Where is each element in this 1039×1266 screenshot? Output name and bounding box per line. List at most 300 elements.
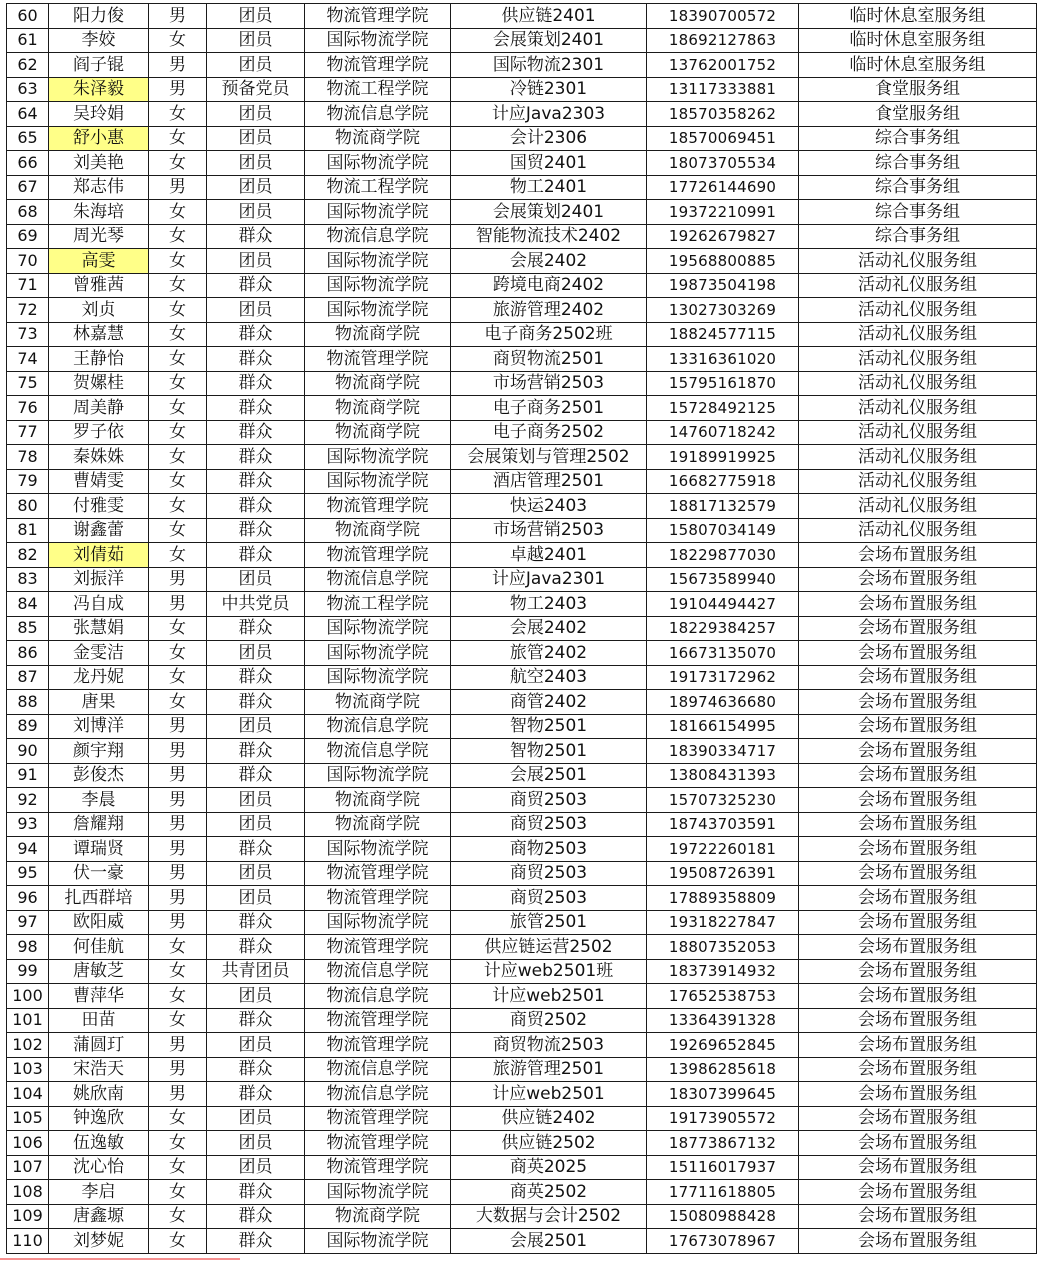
phone-cell: 18229877030 [647,543,799,568]
name-cell: 阎子锟 [49,53,149,78]
college-cell: 物流商学院 [305,812,451,837]
service-group-cell: 活动礼仪服务组 [799,518,1037,543]
gender-cell: 男 [149,837,207,862]
political-status-cell: 群众 [207,371,305,396]
class-cell: 酒店管理2501 [451,469,647,494]
service-group-cell: 综合事务组 [799,126,1037,151]
gender-cell: 男 [149,1082,207,1107]
gender-cell: 男 [149,592,207,617]
name-cell: 何佳航 [49,935,149,960]
class-cell: 市场营销2503 [451,371,647,396]
political-status-cell: 群众 [207,763,305,788]
phone-cell: 19372210991 [647,200,799,225]
gender-cell: 男 [149,739,207,764]
service-group-cell: 会场布置服务组 [799,543,1037,568]
gender-cell: 男 [149,1033,207,1058]
college-cell: 国际物流学院 [305,763,451,788]
gender-cell: 女 [149,690,207,715]
service-group-cell: 会场布置服务组 [799,567,1037,592]
phone-cell: 13762001752 [647,53,799,78]
table-row [7,469,1037,494]
gender-cell: 女 [149,28,207,53]
political-status-cell: 团员 [207,200,305,225]
name-cell: 李晨 [49,788,149,813]
table-row [7,53,1037,78]
college-cell: 物流商学院 [305,1204,451,1229]
row-number-cell: 83 [7,567,49,592]
row-number-cell: 73 [7,322,49,347]
class-cell: 供应链运营2502 [451,935,647,960]
service-group-cell: 综合事务组 [799,224,1037,249]
row-number-cell: 64 [7,102,49,127]
political-status-cell: 群众 [207,665,305,690]
service-group-cell: 活动礼仪服务组 [799,298,1037,323]
name-cell: 秦姝姝 [49,445,149,470]
political-status-cell: 团员 [207,126,305,151]
college-cell: 国际物流学院 [305,28,451,53]
phone-cell: 17889358809 [647,886,799,911]
class-cell: 计应web2501 [451,1082,647,1107]
political-status-cell: 群众 [207,1180,305,1205]
phone-cell: 13364391328 [647,1008,799,1033]
service-group-cell: 综合事务组 [799,151,1037,176]
college-cell: 国际物流学院 [305,1180,451,1205]
gender-cell: 女 [149,543,207,568]
service-group-cell: 活动礼仪服务组 [799,420,1037,445]
class-cell: 计应web2501班 [451,959,647,984]
college-cell: 物流管理学院 [305,886,451,911]
table-row [7,592,1037,617]
phone-cell: 18974636680 [647,690,799,715]
gender-cell: 男 [149,53,207,78]
college-cell: 国际物流学院 [305,910,451,935]
service-group-cell: 会场布置服务组 [799,763,1037,788]
political-status-cell: 群众 [207,1229,305,1254]
gender-cell: 男 [149,910,207,935]
service-group-cell: 会场布置服务组 [799,1155,1037,1180]
table-row [7,959,1037,984]
political-status-cell: 团员 [207,1155,305,1180]
gender-cell: 女 [149,347,207,372]
row-number-cell: 62 [7,53,49,78]
college-cell: 物流管理学院 [305,1131,451,1156]
political-status-cell: 团员 [207,1131,305,1156]
gender-cell: 女 [149,249,207,274]
row-number-cell: 70 [7,249,49,274]
gender-cell: 女 [149,1155,207,1180]
class-cell: 大数据与会计2502 [451,1204,647,1229]
phone-cell: 17711618805 [647,1180,799,1205]
class-cell: 电子商务2502 [451,420,647,445]
phone-cell: 19189919925 [647,445,799,470]
service-group-cell: 食堂服务组 [799,102,1037,127]
phone-cell: 13316361020 [647,347,799,372]
political-status-cell: 团员 [207,886,305,911]
phone-cell: 18229384257 [647,616,799,641]
class-cell: 商贸2503 [451,861,647,886]
class-cell: 会计2306 [451,126,647,151]
phone-cell: 19104494427 [647,592,799,617]
class-cell: 商物2503 [451,837,647,862]
gender-cell: 女 [149,102,207,127]
political-status-cell: 团员 [207,1033,305,1058]
table-row [7,984,1037,1009]
college-cell: 物流管理学院 [305,1033,451,1058]
service-group-cell: 食堂服务组 [799,77,1037,102]
political-status-cell: 团员 [207,984,305,1009]
service-group-cell: 会场布置服务组 [799,812,1037,837]
class-cell: 商贸2503 [451,886,647,911]
phone-cell: 15807034149 [647,518,799,543]
phone-cell: 18824577115 [647,322,799,347]
class-cell: 商英2502 [451,1180,647,1205]
class-cell: 会展策划2401 [451,28,647,53]
gender-cell: 男 [149,788,207,813]
political-status-cell: 团员 [207,28,305,53]
service-group-cell: 活动礼仪服务组 [799,469,1037,494]
class-cell: 旅管2402 [451,641,647,666]
name-cell: 唐敏芝 [49,959,149,984]
name-cell: 王静怡 [49,347,149,372]
row-number-cell: 96 [7,886,49,911]
name-cell: 龙丹妮 [49,665,149,690]
service-group-cell: 活动礼仪服务组 [799,273,1037,298]
class-cell: 计应web2501 [451,984,647,1009]
name-cell: 唐果 [49,690,149,715]
college-cell: 物流商学院 [305,690,451,715]
service-group-cell: 活动礼仪服务组 [799,371,1037,396]
class-cell: 旅游管理2501 [451,1057,647,1082]
name-cell: 朱海培 [49,200,149,225]
name-cell: 张慧娟 [49,616,149,641]
table-row [7,200,1037,225]
college-cell: 物流商学院 [305,396,451,421]
service-group-cell: 会场布置服务组 [799,935,1037,960]
row-number-cell: 101 [7,1008,49,1033]
political-status-cell: 群众 [207,445,305,470]
phone-cell: 13986285618 [647,1057,799,1082]
gender-cell: 女 [149,518,207,543]
name-cell: 郑志伟 [49,175,149,200]
class-cell: 计应Java2303 [451,102,647,127]
political-status-cell: 群众 [207,396,305,421]
gender-cell: 女 [149,151,207,176]
row-number-cell: 60 [7,4,49,29]
row-number-cell: 74 [7,347,49,372]
table-row [7,616,1037,641]
class-cell: 供应链2401 [451,4,647,29]
college-cell: 物流管理学院 [305,1106,451,1131]
table-row [7,322,1037,347]
political-status-cell: 群众 [207,616,305,641]
gender-cell: 女 [149,1204,207,1229]
college-cell: 国际物流学院 [305,273,451,298]
political-status-cell: 群众 [207,1082,305,1107]
phone-cell: 18166154995 [647,714,799,739]
political-status-cell: 团员 [207,175,305,200]
table-row [7,1204,1037,1229]
gender-cell: 女 [149,200,207,225]
political-status-cell: 团员 [207,1106,305,1131]
college-cell: 国际物流学院 [305,200,451,225]
service-group-cell: 临时休息室服务组 [799,53,1037,78]
gender-cell: 女 [149,298,207,323]
class-cell: 冷链2301 [451,77,647,102]
service-group-cell: 会场布置服务组 [799,1082,1037,1107]
service-group-cell: 会场布置服务组 [799,1057,1037,1082]
political-status-cell: 群众 [207,910,305,935]
gender-cell: 男 [149,77,207,102]
class-cell: 商贸2503 [451,812,647,837]
phone-cell: 18807352053 [647,935,799,960]
political-status-cell: 群众 [207,347,305,372]
class-cell: 电子商务2501 [451,396,647,421]
table-row [7,837,1037,862]
class-cell: 旅管2501 [451,910,647,935]
phone-cell: 15795161870 [647,371,799,396]
row-number-cell: 79 [7,469,49,494]
name-cell: 李启 [49,1180,149,1205]
table-row [7,420,1037,445]
political-status-cell: 团员 [207,812,305,837]
row-number-cell: 91 [7,763,49,788]
row-number-cell: 86 [7,641,49,666]
class-cell: 商贸物流2503 [451,1033,647,1058]
gender-cell: 男 [149,763,207,788]
gender-cell: 女 [149,396,207,421]
class-cell: 物工2403 [451,592,647,617]
political-status-cell: 群众 [207,1057,305,1082]
phone-cell: 18743703591 [647,812,799,837]
college-cell: 物流管理学院 [305,494,451,519]
political-status-cell: 群众 [207,690,305,715]
table-row [7,812,1037,837]
service-group-cell: 综合事务组 [799,175,1037,200]
phone-cell: 13117333881 [647,77,799,102]
gender-cell: 女 [149,371,207,396]
name-cell: 朱泽毅 [49,77,149,102]
class-cell: 商贸2503 [451,788,647,813]
college-cell: 国际物流学院 [305,298,451,323]
row-number-cell: 69 [7,224,49,249]
phone-cell: 18570069451 [647,126,799,151]
political-status-cell: 预备党员 [207,77,305,102]
college-cell: 国际物流学院 [305,616,451,641]
gender-cell: 女 [149,665,207,690]
name-cell: 唐鑫塬 [49,1204,149,1229]
political-status-cell: 群众 [207,322,305,347]
row-number-cell: 93 [7,812,49,837]
political-status-cell: 共青团员 [207,959,305,984]
college-cell: 物流信息学院 [305,714,451,739]
political-status-cell: 群众 [207,1008,305,1033]
class-cell: 电子商务2502班 [451,322,647,347]
service-group-cell: 会场布置服务组 [799,1106,1037,1131]
college-cell: 物流管理学院 [305,4,451,29]
college-cell: 国际物流学院 [305,837,451,862]
college-cell: 物流商学院 [305,322,451,347]
name-cell: 刘振洋 [49,567,149,592]
table-row [7,1131,1037,1156]
name-cell: 阳力俊 [49,4,149,29]
college-cell: 物流商学院 [305,371,451,396]
name-cell: 颜宇翔 [49,739,149,764]
name-cell: 高雯 [49,249,149,274]
college-cell: 国际物流学院 [305,665,451,690]
service-group-cell: 会场布置服务组 [799,959,1037,984]
table-row [7,543,1037,568]
table-row [7,1008,1037,1033]
class-cell: 智物2501 [451,714,647,739]
row-number-cell: 71 [7,273,49,298]
college-cell: 物流信息学院 [305,224,451,249]
class-cell: 会展2501 [451,1229,647,1254]
phone-cell: 17726144690 [647,175,799,200]
college-cell: 物流工程学院 [305,175,451,200]
phone-cell: 18307399645 [647,1082,799,1107]
service-group-cell: 会场布置服务组 [799,788,1037,813]
row-number-cell: 61 [7,28,49,53]
phone-cell: 19508726391 [647,861,799,886]
college-cell: 物流工程学院 [305,592,451,617]
class-cell: 物工2401 [451,175,647,200]
name-cell: 金雯洁 [49,641,149,666]
college-cell: 物流管理学院 [305,347,451,372]
table-row [7,763,1037,788]
service-group-cell: 会场布置服务组 [799,910,1037,935]
service-group-cell: 会场布置服务组 [799,984,1037,1009]
row-number-cell: 76 [7,396,49,421]
phone-cell: 16682775918 [647,469,799,494]
class-cell: 航空2403 [451,665,647,690]
service-group-cell: 会场布置服务组 [799,1229,1037,1254]
table-row [7,1155,1037,1180]
name-cell: 周美静 [49,396,149,421]
row-number-cell: 85 [7,616,49,641]
gender-cell: 男 [149,886,207,911]
gender-cell: 女 [149,935,207,960]
row-number-cell: 110 [7,1229,49,1254]
table-row [7,714,1037,739]
name-cell: 林嘉慧 [49,322,149,347]
table-row [7,518,1037,543]
service-group-cell: 临时休息室服务组 [799,4,1037,29]
table-row [7,249,1037,274]
row-number-cell: 95 [7,861,49,886]
political-status-cell: 群众 [207,273,305,298]
row-number-cell: 89 [7,714,49,739]
political-status-cell: 群众 [207,1204,305,1229]
name-cell: 吴玲娟 [49,102,149,127]
name-cell: 刘美艳 [49,151,149,176]
class-cell: 会展2402 [451,249,647,274]
college-cell: 国际物流学院 [305,641,451,666]
class-cell: 跨境电商2402 [451,273,647,298]
phone-cell: 18817132579 [647,494,799,519]
class-cell: 会展策划2401 [451,200,647,225]
table-row [7,28,1037,53]
table-row [7,396,1037,421]
gender-cell: 女 [149,984,207,1009]
gender-cell: 女 [149,126,207,151]
phone-cell: 18390700572 [647,4,799,29]
row-number-cell: 92 [7,788,49,813]
college-cell: 物流商学院 [305,788,451,813]
table-row [7,347,1037,372]
phone-cell: 18692127863 [647,28,799,53]
service-group-cell: 会场布置服务组 [799,690,1037,715]
college-cell: 物流管理学院 [305,861,451,886]
class-cell: 国贸2401 [451,151,647,176]
table-row [7,126,1037,151]
service-group-cell: 会场布置服务组 [799,1180,1037,1205]
row-number-cell: 77 [7,420,49,445]
college-cell: 物流管理学院 [305,935,451,960]
name-cell: 李姣 [49,28,149,53]
phone-cell: 18073705534 [647,151,799,176]
row-number-cell: 63 [7,77,49,102]
row-number-cell: 108 [7,1180,49,1205]
class-cell: 卓越2401 [451,543,647,568]
table-row [7,445,1037,470]
political-status-cell: 团员 [207,861,305,886]
gender-cell: 男 [149,567,207,592]
name-cell: 罗子依 [49,420,149,445]
class-cell: 供应链2502 [451,1131,647,1156]
table-row [7,935,1037,960]
table-row [7,861,1037,886]
service-group-cell: 活动礼仪服务组 [799,249,1037,274]
political-status-cell: 团员 [207,788,305,813]
row-number-cell: 81 [7,518,49,543]
phone-cell: 19568800885 [647,249,799,274]
row-number-cell: 107 [7,1155,49,1180]
class-cell: 供应链2402 [451,1106,647,1131]
table-row [7,641,1037,666]
service-group-cell: 会场布置服务组 [799,714,1037,739]
service-group-cell: 综合事务组 [799,200,1037,225]
gender-cell: 女 [149,1229,207,1254]
row-number-cell: 66 [7,151,49,176]
name-cell: 周光琴 [49,224,149,249]
row-number-cell: 68 [7,200,49,225]
political-status-cell: 团员 [207,641,305,666]
gender-cell: 男 [149,861,207,886]
table-row [7,102,1037,127]
service-group-cell: 会场布置服务组 [799,592,1037,617]
row-number-cell: 80 [7,494,49,519]
row-number-cell: 72 [7,298,49,323]
name-cell: 谢鑫蕾 [49,518,149,543]
college-cell: 物流工程学院 [305,77,451,102]
name-cell: 刘倩茹 [49,543,149,568]
class-cell: 计应Java2301 [451,567,647,592]
political-status-cell: 团员 [207,102,305,127]
gender-cell: 女 [149,616,207,641]
service-group-cell: 会场布置服务组 [799,739,1037,764]
political-status-cell: 团员 [207,714,305,739]
row-number-cell: 94 [7,837,49,862]
gender-cell: 女 [149,1131,207,1156]
name-cell: 欧阳威 [49,910,149,935]
college-cell: 国际物流学院 [305,1229,451,1254]
college-cell: 物流管理学院 [305,1008,451,1033]
class-cell: 快运2403 [451,494,647,519]
table-row [7,1106,1037,1131]
row-number-cell: 75 [7,371,49,396]
phone-cell: 18390334717 [647,739,799,764]
name-cell: 舒小惠 [49,126,149,151]
